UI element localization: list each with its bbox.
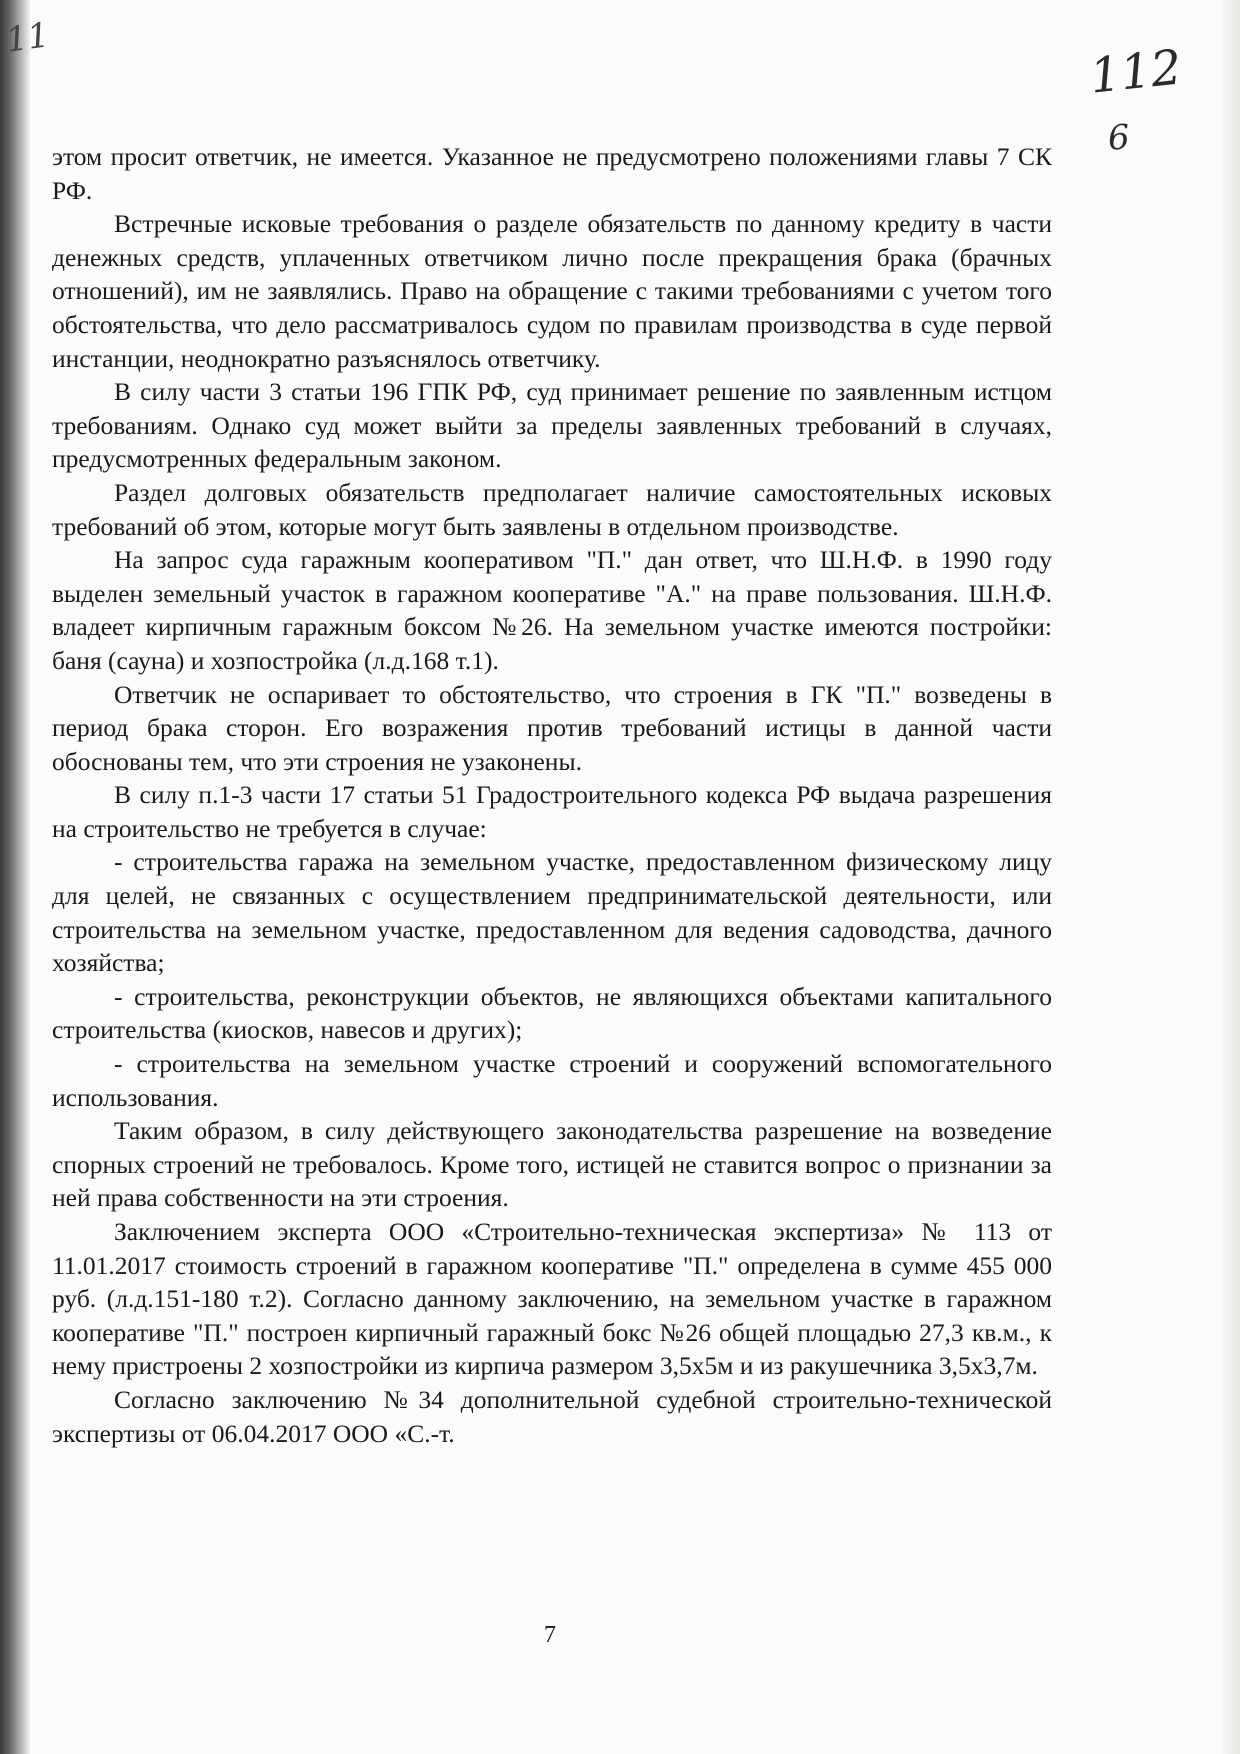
paragraph-expert-opinion: Заключением эксперта ООО «Строительно-техническая экспертиза» № 113 от 11.01.2017 стоимость строений в гаражном кооперативе "П." определена в сумме 455 000 руб. (л.д.151-180 т.2). Согласно данному заключению, на земельном участке в гаражном кооперативе "П." построен кирпичный гаражный бокс №26 общей площадью 27,3 кв.м., к нему пристроены 2 хозпостройки из кирпича размером 3,5х5м и из ракушечника 3,5х3,7м. bbox=[52, 1217, 1052, 1381]
handwritten-folio-number: 112 bbox=[1087, 39, 1185, 105]
paragraph-gpk-196: В силу части 3 статьи 196 ГПК РФ, суд принимает решение по заявленным истцом требованиям. Однако суд может выйти за пределы заявленных требований в случаях, предусмотренных федеральным законом. bbox=[52, 377, 1052, 474]
document-body bbox=[52, 140, 1052, 1450]
page-number: 7 bbox=[544, 1622, 556, 1648]
handwritten-mark: 11 bbox=[3, 15, 52, 61]
paragraph-debt-division: Раздел долговых обязательств предполагает наличие самостоятельных исковых требований об этом, которые могут быть заявлены в отдельном производстве. bbox=[52, 477, 1052, 541]
list-item-non-capital: - строительства, реконструкции объектов, не являющихся объектами капитального строительства (киосков, навесов и других); bbox=[52, 981, 1052, 1045]
list-item-garage: - строительства гаража на земельном участке, предоставленном физическому лицу для целей, не связанных с осуществлением предпринимательской деятельности, или строительства на земельном участке, предоставленном для ведения садоводства, дачного хозяйства; bbox=[52, 847, 1052, 978]
binding-edge bbox=[0, 0, 30, 1754]
handwritten-sheet-number: 6 bbox=[1106, 117, 1132, 159]
paragraph-garage-cooperative: На запрос суда гаражным кооперативом "П." дан ответ, что Ш.Н.Ф. в 1990 году выделен земельный участок в гаражном кооперативе "А." на праве пользования. Ш.Н.Ф. владеет кирпичным гаражным боксом №26. На земельном участке имеются постройки: баня (сауна) и хозпостройка (л.д.168 т.1). bbox=[52, 545, 1052, 675]
paragraph-respondent-position: Ответчик не оспаривает то обстоятельство, что строения в ГК "П." возведены в период брака сторон. Его возражения против требований истицы в данной части обоснованы тем, что эти строения не узаконены. bbox=[52, 679, 1052, 776]
paragraph-continuation: этом просит ответчик, не имеется. Указанное не предусмотрено положениями главы 7 СК РФ. bbox=[52, 142, 1052, 205]
paragraph-grk-51: В силу п.1-3 части 17 статьи 51 Градостроительного кодекса РФ выдача разрешения на строительство не требуется в случае: bbox=[52, 780, 1052, 843]
list-item-auxiliary: - строительства на земельном участке строений и сооружений вспомогательного использования. bbox=[52, 1049, 1052, 1112]
paragraph-additional-expertise: Согласно заключению №34 дополнительной судебной строительно-технической экспертизы от 06.04.2017 ООО «С.-т. bbox=[52, 1384, 1052, 1448]
page-edge bbox=[1222, 0, 1240, 1754]
paragraph-counterclaims: Встречные исковые требования о разделе обязательств по данному кредиту в части денежных средств, уплаченных ответчиком лично после прекращения брака (брачных отношений), им не заявлялись. Право на обращение с такими требованиями с учетом того обстоятельства, что дело рассматривалось судом по правилам производства в суде первой инстанции, неоднократно разъяснялось ответчику. bbox=[52, 209, 1052, 373]
paragraph-conclusion: Таким образом, в силу действующего законодательства разрешение на возведение спорных строений не требовалось. Кроме того, истицей не ставится вопрос о признании за ней права собственности на эти строения. bbox=[52, 1116, 1052, 1213]
